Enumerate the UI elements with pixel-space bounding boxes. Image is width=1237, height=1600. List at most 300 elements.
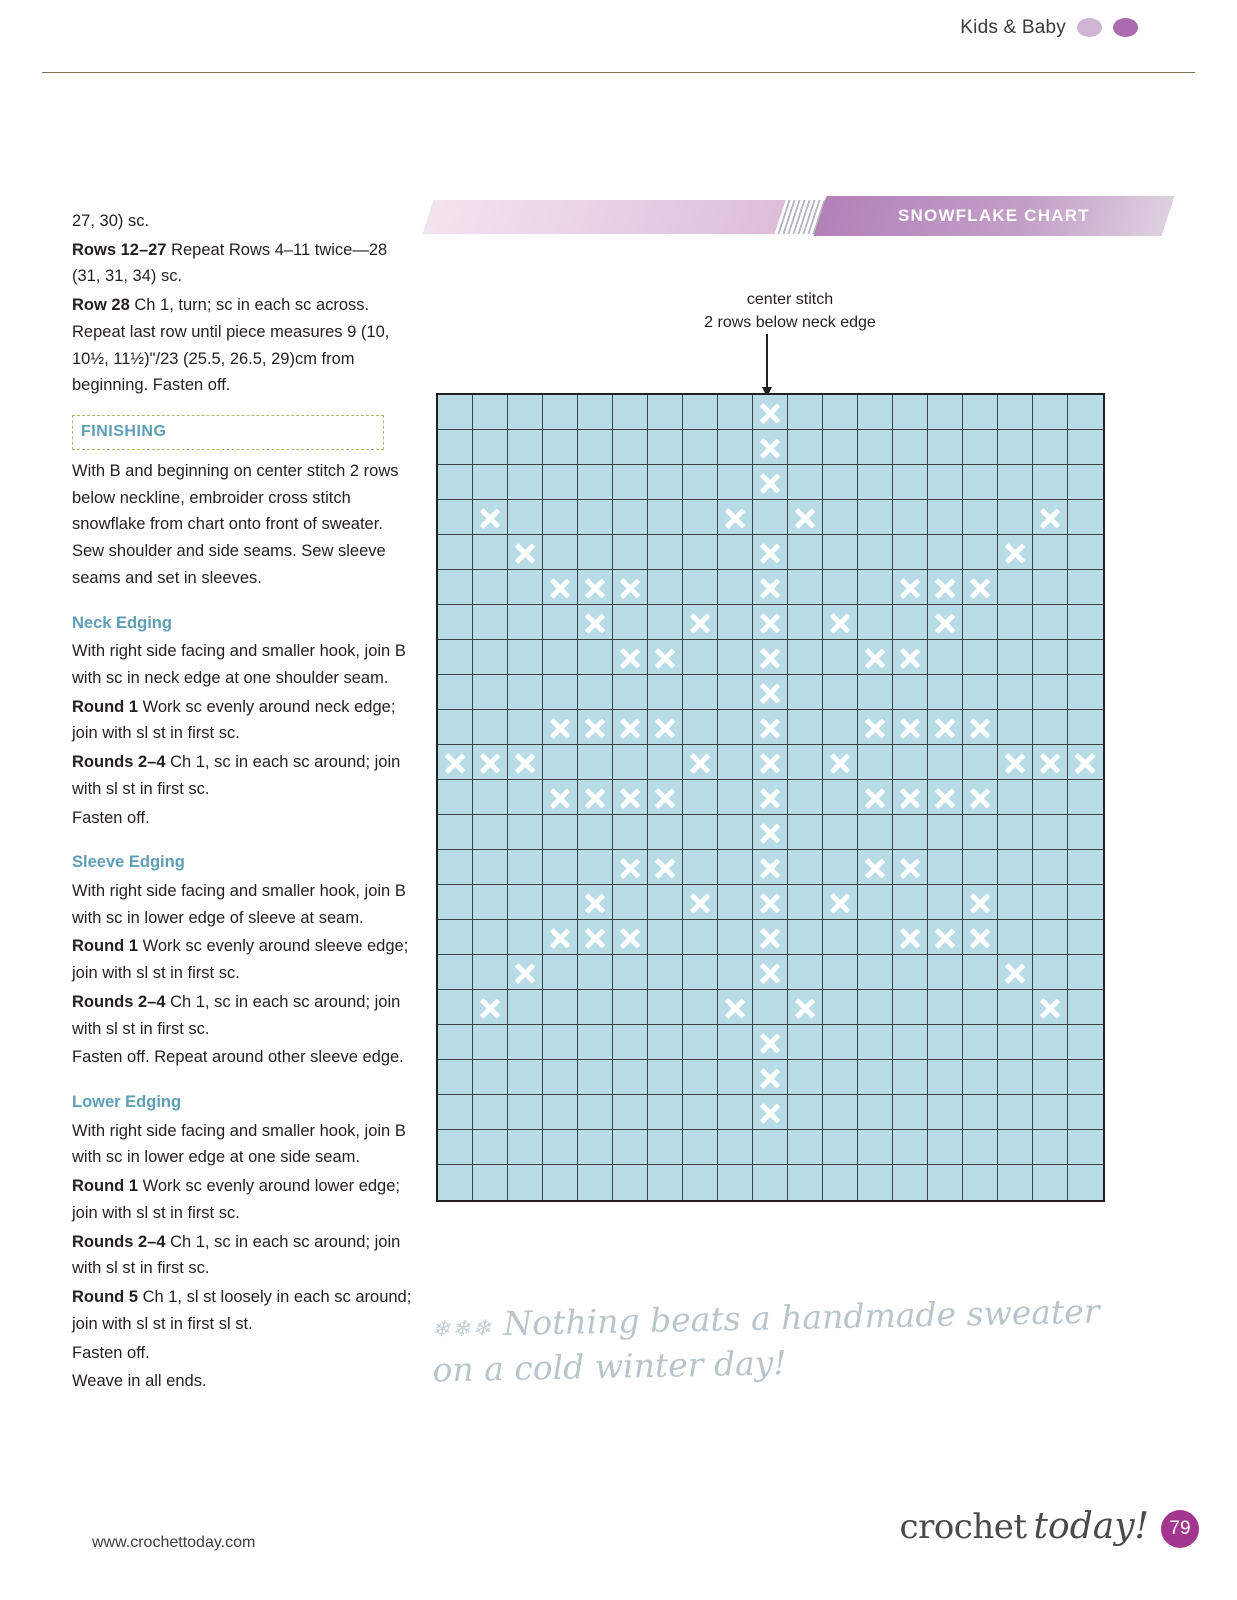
neck-edging-rounds24 (72, 749, 412, 802)
chart-cell (963, 850, 998, 885)
chart-cell (1068, 990, 1103, 1025)
chart-cell (543, 500, 578, 535)
cross-stitch-symbol (543, 710, 577, 744)
chart-cell (578, 430, 613, 465)
chart-cell (683, 710, 718, 745)
chart-cell (1033, 815, 1068, 850)
chart-cell (648, 1130, 683, 1165)
chart-cell (998, 1060, 1033, 1095)
chart-cell (998, 675, 1033, 710)
chart-cell (1033, 955, 1068, 990)
chart-cell (613, 815, 648, 850)
cross-stitch-symbol (753, 605, 787, 639)
chart-cell (683, 430, 718, 465)
chart-cell (823, 1095, 858, 1130)
chart-cell (473, 780, 508, 815)
chart-cell (438, 1060, 473, 1095)
instructions-column (72, 208, 412, 1397)
cross-stitch-symbol (578, 780, 612, 814)
chart-cell (998, 1095, 1033, 1130)
chart-cell (648, 815, 683, 850)
chart-cell (963, 395, 998, 430)
chart-cell (788, 710, 823, 745)
chart-cell (578, 535, 613, 570)
chart-cell (998, 850, 1033, 885)
chart-cell (648, 1165, 683, 1200)
chart-cell (648, 780, 683, 815)
header-divider (42, 72, 1195, 73)
chart-cell (473, 430, 508, 465)
chart-cell (718, 745, 753, 780)
chart-cell (613, 1025, 648, 1060)
cross-stitch-symbol (613, 640, 647, 674)
chart-cell (788, 535, 823, 570)
chart-cell (1033, 1095, 1068, 1130)
chart-cell (823, 465, 858, 500)
chart-cell (823, 395, 858, 430)
chart-cell (753, 710, 788, 745)
lower-edging-weave: Weave in all ends. (72, 1372, 207, 1391)
chart-cell (788, 1060, 823, 1095)
chart-cell (683, 605, 718, 640)
chart-cell (648, 640, 683, 675)
chart-cell (578, 1025, 613, 1060)
chart-cell (613, 1060, 648, 1095)
sleeve-edging-rounds24-text: Ch 1, sc in each sc around; join with sl st in first sc. (72, 992, 401, 1038)
handwritten-note-lead: ❄❄❄ (431, 1316, 494, 1343)
cross-stitch-symbol (753, 640, 787, 674)
chart-cell (928, 570, 963, 605)
cross-stitch-symbol (788, 990, 822, 1024)
chart-cell (718, 500, 753, 535)
chart-cell (1068, 710, 1103, 745)
chart-cell (648, 675, 683, 710)
chart-cell (683, 570, 718, 605)
handwritten-note-line1: Nothing beats a handmade sweater (502, 1291, 1100, 1344)
chart-cell (718, 955, 753, 990)
chart-cell (683, 465, 718, 500)
chart-cell (858, 640, 893, 675)
chart-cell (718, 605, 753, 640)
cross-stitch-symbol (1068, 745, 1103, 779)
lower-edging-round1-label: Round 1 (72, 1177, 138, 1196)
chart-cell (928, 920, 963, 955)
chart-cell (998, 710, 1033, 745)
chart-cell (1068, 850, 1103, 885)
cross-stitch-symbol (753, 780, 787, 814)
chart-cell (1033, 395, 1068, 430)
chart-cell (858, 535, 893, 570)
chart-cell (963, 640, 998, 675)
chart-cell (578, 675, 613, 710)
sleeve-edging-round1-label: Round 1 (72, 937, 138, 956)
chart-cell (998, 605, 1033, 640)
chart-cell (928, 500, 963, 535)
chart-cell (963, 780, 998, 815)
chart-cell (648, 1095, 683, 1130)
cross-stitch-symbol (753, 885, 787, 919)
chart-cell (753, 465, 788, 500)
cross-stitch-symbol (823, 745, 857, 779)
cross-stitch-symbol (1033, 990, 1067, 1024)
chart-cell (648, 1060, 683, 1095)
chart-cell (753, 570, 788, 605)
cross-stitch-symbol (753, 955, 787, 989)
chart-cell (963, 1060, 998, 1095)
chart-title: SNOWFLAKE CHART (898, 206, 1090, 225)
chart-cell (508, 745, 543, 780)
chart-cell (998, 430, 1033, 465)
chart-cell (1068, 1130, 1103, 1165)
chart-cell (508, 850, 543, 885)
cross-stitch-symbol (963, 710, 997, 744)
chart-cell (543, 710, 578, 745)
chart-cell (613, 675, 648, 710)
chart-cell (788, 605, 823, 640)
chart-cell (1033, 640, 1068, 675)
cross-stitch-symbol (613, 710, 647, 744)
chart-cell (543, 815, 578, 850)
chart-cell (473, 815, 508, 850)
chart-cell (648, 570, 683, 605)
chart-cell (753, 640, 788, 675)
cross-stitch-symbol (823, 885, 857, 919)
chart-cell (998, 885, 1033, 920)
chart-cell (543, 955, 578, 990)
chart-cell (508, 1095, 543, 1130)
chart-cell (823, 1165, 858, 1200)
chart-cell (718, 920, 753, 955)
cross-stitch-symbol (753, 675, 787, 709)
chart-cell (1033, 745, 1068, 780)
cross-stitch-symbol (963, 570, 997, 604)
continued-line: 27, 30) sc. (72, 212, 150, 230)
cross-stitch-symbol (578, 605, 612, 639)
chart-cell (438, 745, 473, 780)
chart-cell (473, 465, 508, 500)
chart-cell (508, 535, 543, 570)
row-28-text: Ch 1, turn; sc in each sc across. Repeat last row until piece measures 9 (10, 10½, 11½)"/23 (25.5, 26.5, 29)cm from beginning. Fasten off. (72, 296, 390, 395)
chart-cell (998, 535, 1033, 570)
cross-stitch-symbol (543, 780, 577, 814)
chart-cell (683, 780, 718, 815)
chart-cell (928, 850, 963, 885)
chart-cell (578, 1165, 613, 1200)
chart-cell (648, 395, 683, 430)
sleeve-edging-round1 (72, 933, 412, 986)
chart-cell (578, 850, 613, 885)
chart-cell (998, 395, 1033, 430)
chart-cell (473, 1095, 508, 1130)
chart-cell (543, 570, 578, 605)
heart-icon-glyph: ♥ (1156, 17, 1165, 34)
neck-edging-round1 (72, 694, 412, 747)
lower-edging-rounds24-label: Rounds 2–4 (72, 1232, 166, 1251)
chart-cell (1033, 1130, 1068, 1165)
cross-stitch-symbol (473, 745, 507, 779)
chart-cell (648, 955, 683, 990)
cross-stitch-symbol (753, 1025, 787, 1059)
chart-cell (858, 1060, 893, 1095)
chart-cell (788, 430, 823, 465)
chart-cell (858, 1025, 893, 1060)
chart-cell (893, 500, 928, 535)
cross-stitch-symbol (753, 1095, 787, 1129)
lower-edging-rounds24-text: Ch 1, sc in each sc around; join with sl st in first sc. (72, 1232, 401, 1278)
chart-cell (648, 1025, 683, 1060)
chart-cell (473, 920, 508, 955)
chart-cell (473, 675, 508, 710)
cross-stitch-symbol (613, 570, 647, 604)
chart-cell (683, 815, 718, 850)
chart-cell (1068, 395, 1103, 430)
chart-cell (718, 395, 753, 430)
cross-stitch-symbol (928, 780, 962, 814)
chart-cell (858, 430, 893, 465)
chart-cell (718, 675, 753, 710)
chart-cell (473, 1130, 508, 1165)
neck-edging-round1-label: Round 1 (72, 697, 138, 716)
chart-cell (438, 955, 473, 990)
chart-cell (683, 640, 718, 675)
chart-cell (753, 675, 788, 710)
chart-cell (928, 1025, 963, 1060)
cross-stitch-symbol (893, 920, 927, 954)
chart-cell (578, 710, 613, 745)
chart-cell (508, 640, 543, 675)
chart-cell (613, 395, 648, 430)
chart-cell (963, 675, 998, 710)
chart-cell (1068, 570, 1103, 605)
chart-cell (858, 1130, 893, 1165)
chart-cell (508, 955, 543, 990)
chart-cell (508, 465, 543, 500)
chart-cell (648, 745, 683, 780)
chart-cell (998, 640, 1033, 675)
chart-cell (473, 500, 508, 535)
rows-12-27-label: Rows 12–27 (72, 240, 167, 259)
lower-edging-round5-text: Ch 1, sl st loosely in each sc around; join with sl st in first sl st. (72, 1288, 412, 1333)
cross-stitch-symbol (893, 640, 927, 674)
decorative-dot-mid (1113, 18, 1138, 37)
chart-cell (963, 745, 998, 780)
cross-stitch-symbol (753, 1060, 787, 1094)
chart-cell (963, 605, 998, 640)
chart-cell (823, 955, 858, 990)
chart-cell (508, 920, 543, 955)
chart-cell (578, 990, 613, 1025)
chart-cell (578, 605, 613, 640)
logo-secondary: today! (1033, 1506, 1149, 1547)
lower-edging-round1 (72, 1173, 412, 1226)
chart-cell (1033, 1060, 1068, 1095)
magazine-logo (900, 1506, 1149, 1547)
cross-stitch-symbol (963, 885, 997, 919)
footer-url[interactable]: www.crochettoday.com (92, 1534, 256, 1551)
chart-cell (1068, 430, 1103, 465)
cross-stitch-symbol (998, 745, 1032, 779)
chart-cell (753, 955, 788, 990)
chart-cell (1068, 465, 1103, 500)
chart-cell (578, 1130, 613, 1165)
chart-cell (998, 465, 1033, 500)
chart-cell (1068, 1060, 1103, 1095)
chart-cell (543, 850, 578, 885)
cross-stitch-symbol (1033, 500, 1067, 534)
chart-cell (893, 850, 928, 885)
chart-cell (543, 1165, 578, 1200)
chart-cell (753, 815, 788, 850)
chart-cell (543, 465, 578, 500)
chart-cell (438, 1095, 473, 1130)
lower-edging-round1-text: Work sc evenly around lower edge; join with sl st in first sc. (72, 1177, 400, 1222)
chart-cell (648, 990, 683, 1025)
chart-cell (753, 395, 788, 430)
chart-cell (543, 430, 578, 465)
chart-cell (1068, 815, 1103, 850)
handwritten-note-line2: on a cold winter day! (432, 1342, 787, 1390)
chart-cell (753, 920, 788, 955)
cross-stitch-symbol (543, 570, 577, 604)
chart-cell (823, 920, 858, 955)
chart-cell (718, 850, 753, 885)
chart-cell (998, 570, 1033, 605)
chart-cell (823, 885, 858, 920)
chart-cell (1033, 675, 1068, 710)
cross-stitch-symbol (438, 745, 472, 779)
chart-cell (858, 850, 893, 885)
neck-edging-rounds24-label: Rounds 2–4 (72, 753, 166, 772)
chart-cell (1033, 780, 1068, 815)
chart-cell (1033, 885, 1068, 920)
chart-cell (928, 745, 963, 780)
chart-cell (683, 1130, 718, 1165)
cross-stitch-symbol (858, 640, 892, 674)
chart-cell (473, 955, 508, 990)
chart-cell (508, 430, 543, 465)
chart-cell (963, 500, 998, 535)
chart-cell (578, 640, 613, 675)
cross-stitch-symbol (753, 745, 787, 779)
chart-cell (718, 1130, 753, 1165)
cross-stitch-symbol (998, 955, 1032, 989)
lower-edging-intro: With right side facing and smaller hook, join B with sc in lower edge at one side seam. (72, 1121, 406, 1167)
chart-cell (613, 640, 648, 675)
chart-cell (613, 850, 648, 885)
chart-cell (1068, 780, 1103, 815)
chart-cell (543, 605, 578, 640)
chart-cell (508, 1130, 543, 1165)
chart-cell (438, 430, 473, 465)
chart-cell (683, 1025, 718, 1060)
chart-cell (578, 465, 613, 500)
chart-cell (613, 1165, 648, 1200)
chart-cell (928, 675, 963, 710)
chart-cell (788, 1025, 823, 1060)
cross-stitch-symbol (683, 745, 717, 779)
chart-cell (928, 1060, 963, 1095)
chart-cell (543, 885, 578, 920)
sleeve-edging-heading: Sleeve Edging (72, 853, 185, 872)
chart-cell (683, 990, 718, 1025)
chart-cell (823, 745, 858, 780)
chart-cell (508, 675, 543, 710)
lower-edging-fasten: Fasten off. (72, 1343, 150, 1362)
cross-stitch-symbol (613, 850, 647, 884)
chart-cell (683, 745, 718, 780)
cross-stitch-symbol (473, 500, 507, 534)
chart-cell (963, 430, 998, 465)
chart-cell (578, 815, 613, 850)
chart-cell (998, 920, 1033, 955)
chart-cell (648, 850, 683, 885)
chart-cell (893, 1095, 928, 1130)
cross-stitch-symbol (963, 920, 997, 954)
cross-stitch-symbol (578, 570, 612, 604)
chart-cell (648, 500, 683, 535)
callout-line-1: center stitch (746, 291, 834, 308)
chart-cell (823, 850, 858, 885)
chart-cell (998, 1130, 1033, 1165)
chart-cell (893, 640, 928, 675)
chart-cell (788, 920, 823, 955)
chart-cell (718, 815, 753, 850)
sleeve-edging-fasten: Fasten off. Repeat around other sleeve edge. (72, 1048, 404, 1067)
cross-stitch-symbol (998, 535, 1032, 569)
chart-cell (998, 990, 1033, 1025)
cross-stitch-symbol (893, 570, 927, 604)
chart-cell (438, 1165, 473, 1200)
chart-cell (963, 1165, 998, 1200)
chart-cell (788, 570, 823, 605)
chart-cell (893, 1130, 928, 1165)
chart-cell (963, 885, 998, 920)
chart-cell (438, 535, 473, 570)
chart-cell (1068, 885, 1103, 920)
chart-cell (508, 500, 543, 535)
cross-stitch-symbol (928, 570, 962, 604)
chart-cell (578, 500, 613, 535)
chart-cell (683, 1095, 718, 1130)
cross-stitch-symbol (753, 850, 787, 884)
sleeve-edging-rounds24 (72, 989, 412, 1042)
chart-cell (718, 1060, 753, 1095)
finishing-text: With B and beginning on center stitch 2 rows below neckline, embroider cross stitch snowflake from chart onto front of sweater. Sew shoulder and side seams. Sew sleeve seams and set in sleeves. (72, 461, 399, 587)
chart-cell (438, 1130, 473, 1165)
chart-cell (543, 535, 578, 570)
chart-cell (963, 955, 998, 990)
chart-cell (1068, 500, 1103, 535)
chart-cell (578, 745, 613, 780)
chart-cell (438, 710, 473, 745)
chart-cell (718, 1025, 753, 1060)
chart-cell (508, 710, 543, 745)
chart-cell (928, 955, 963, 990)
chart-cell (683, 885, 718, 920)
chart-cell (613, 1130, 648, 1165)
chart-cell (473, 1060, 508, 1095)
chart-cell (718, 780, 753, 815)
chart-cell (858, 395, 893, 430)
chart-cell (963, 1025, 998, 1060)
chart-cell (543, 745, 578, 780)
chart-cell (683, 955, 718, 990)
chart-cell (473, 640, 508, 675)
cross-stitch-symbol (473, 990, 507, 1024)
cross-stitch-symbol (1033, 745, 1067, 779)
chart-cell (1068, 605, 1103, 640)
cross-stitch-symbol (718, 990, 752, 1024)
